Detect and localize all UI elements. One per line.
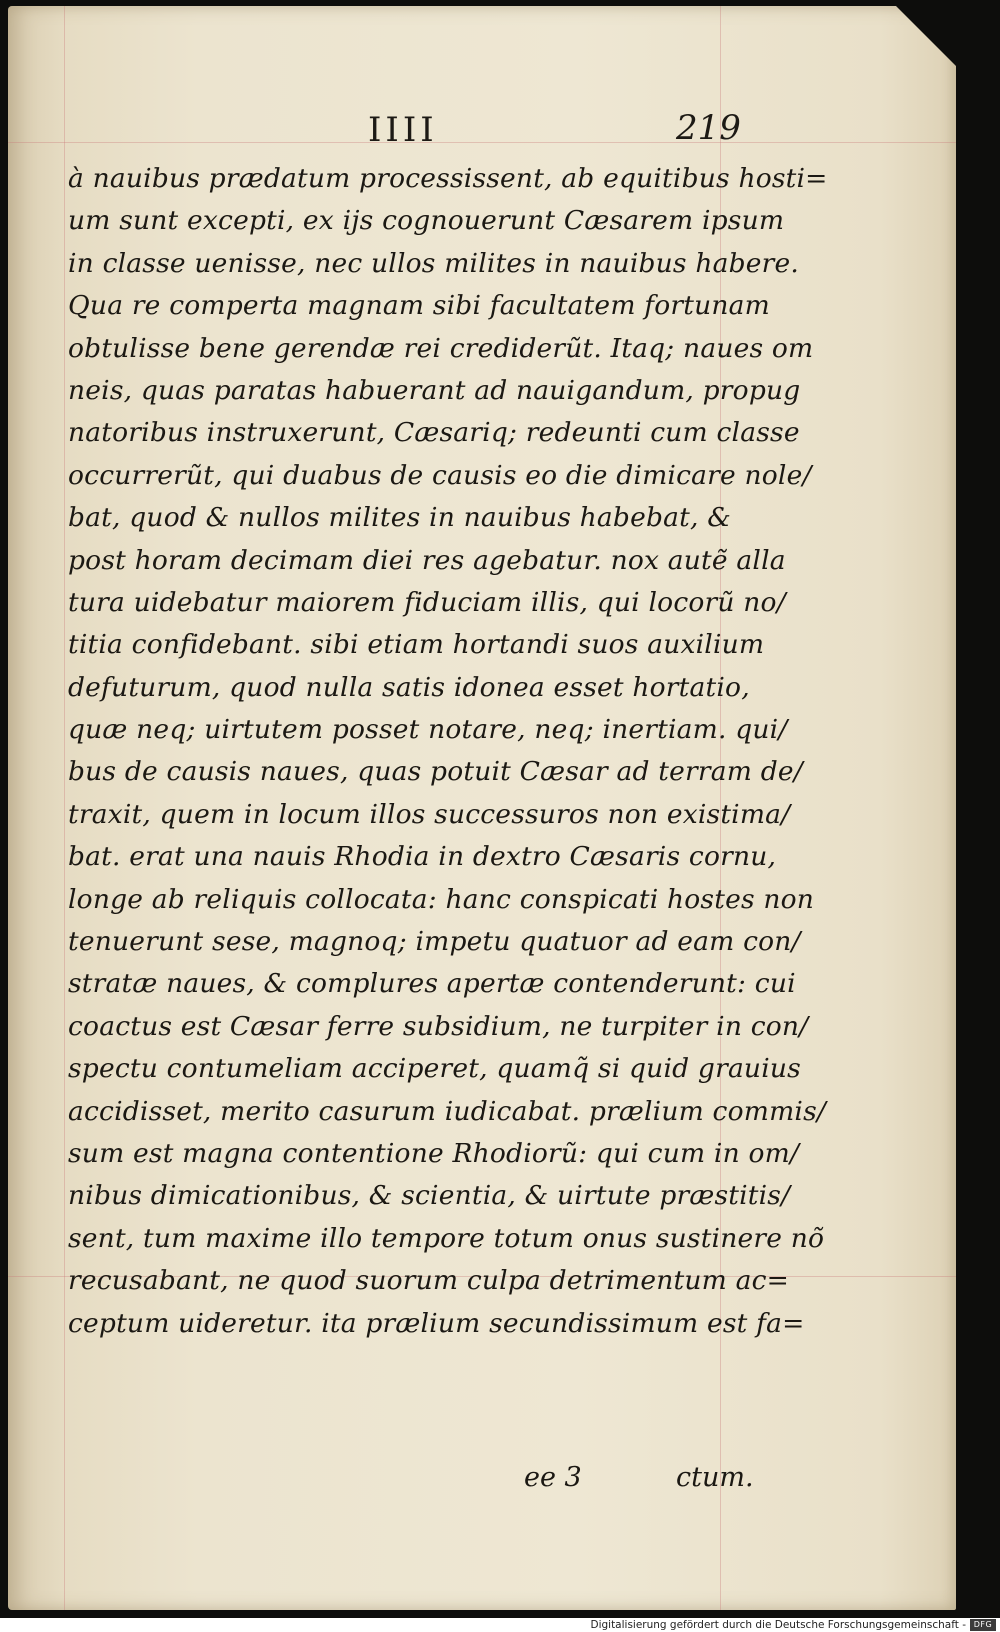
text-line: neis, quas paratas habuerant ad nauigandum, propug <box>68 374 801 406</box>
text-line: natoribus instruxerunt, Cæsariq; redeunti cum classe <box>68 417 800 449</box>
text-line: accidisset, merito casurum iudicabat. prælium commis/ <box>68 1095 826 1127</box>
catchword: ctum. <box>676 1462 754 1493</box>
text-line: um sunt excepti, ex ijs cognouerunt Cæsarem ipsum <box>68 205 785 237</box>
text-line: longe ab reliquis collocata: hanc conspicati hostes non <box>68 883 815 915</box>
text-line: spectu contumeliam acciperet, quamq̃ si quid grauius <box>68 1053 801 1085</box>
text-line: à nauibus prædatum processissent, ab equitibus hosti= <box>68 163 828 194</box>
running-head: IIII <box>368 110 438 150</box>
text-line: recusabant, ne quod suorum culpa detrimentum ac= <box>68 1265 790 1297</box>
text-line: Qua re comperta magnam sibi facultatem fortunam <box>68 290 771 322</box>
text-line: post horam decimam diei res agebatur. nox autẽ alla <box>68 544 786 576</box>
text-line: titia confidebant. sibi etiam hortandi suos auxilium <box>68 629 765 661</box>
text-line: bat. erat una nauis Rhodia in dextro Cæsaris cornu, <box>68 841 777 873</box>
text-line: occurrerũt, qui duabus de causis eo die dimicare nole/ <box>68 459 812 491</box>
text-line: bus de causis naues, quas potuit Cæsar ad terram de/ <box>68 756 803 788</box>
text-line: ceptum uideretur. ita prælium secundissimum est fa= <box>68 1307 805 1339</box>
text-line: sum est magna contentione Rhodiorũ: qui cum in om/ <box>68 1137 800 1169</box>
margin-rule-top <box>8 142 956 143</box>
text-line: sent, tum maxime illo tempore totum onus sustinere nõ <box>68 1222 825 1254</box>
signature-mark: ee 3 <box>524 1462 582 1493</box>
text-line: tenuerunt sese, magnoq; impetu quatuor ad eam con/ <box>68 926 801 958</box>
text-line: defuturum, quod nulla satis idonea esset hortatio, <box>68 671 750 703</box>
funding-credit: Digitalisierung gefördert durch die Deutsche Forschungsgemeinschaft - <box>590 1619 966 1631</box>
text-line: quæ neq; uirtutem posset notare, neq; inertiam. qui/ <box>68 714 788 746</box>
page-number: 219 <box>676 108 741 148</box>
digitization-footer <box>0 1618 1000 1632</box>
text-line: in classe uenisse, nec ullos milites in nauibus habere. <box>68 247 800 279</box>
text-line: nibus dimicationibus, & scientia, & uirtute præstitis/ <box>68 1180 791 1212</box>
book-page <box>8 6 956 1610</box>
page-foot <box>68 1456 754 1500</box>
text-line: coactus est Cæsar ferre subsidium, ne turpiter in con/ <box>68 1010 809 1042</box>
dfg-logo-icon: DFG <box>970 1619 996 1631</box>
text-line: traxit, quem in locum illos successuros non existima/ <box>68 798 791 830</box>
margin-rule-left <box>64 6 65 1610</box>
text-line: obtulisse bene gerendæ rei crediderũt. Itaq; naues om <box>68 332 814 364</box>
folded-corner <box>896 6 956 66</box>
body-text <box>68 158 828 1493</box>
text-line: tura uidebatur maiorem fiduciam illis, qui locorũ no/ <box>68 586 786 618</box>
text-line: bat, quod & nullos milites in nauibus habebat, & <box>68 502 732 534</box>
text-line: stratæ naues, & complures apertæ contenderunt: cui <box>68 968 796 1000</box>
